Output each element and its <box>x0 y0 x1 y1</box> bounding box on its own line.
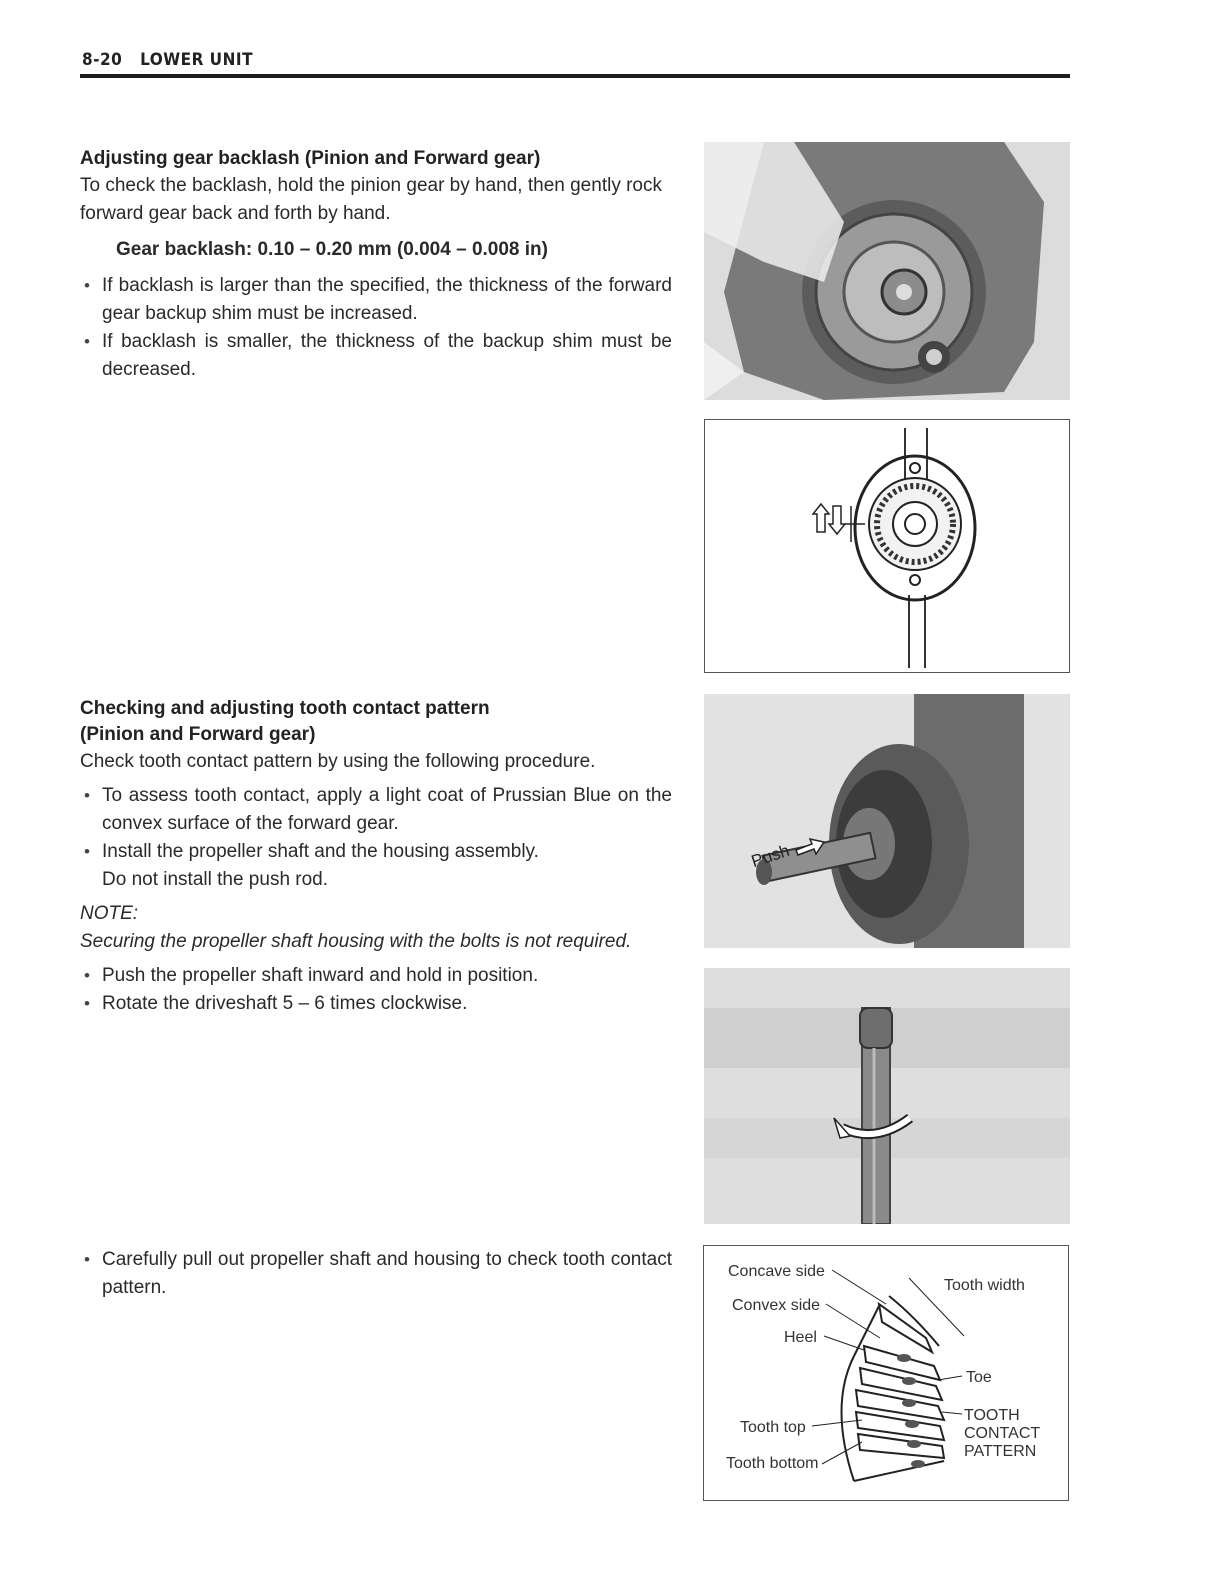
list-item: • If backlash is smaller, the thickness of the backup shim must be decreased. <box>80 328 672 384</box>
push-shaft-photo <box>704 694 1070 948</box>
contact-bullets <box>80 782 672 894</box>
backlash-spec: Gear backlash: 0.10 – 0.20 mm (0.004 – 0.008 in) <box>116 239 548 260</box>
backlash-intro: To check the backlash, hold the pinion gear by hand, then gently rock forward gear back and forth by hand. <box>80 175 662 224</box>
header-rule <box>80 74 1070 78</box>
list-item <box>80 838 672 894</box>
gear-housing-photo <box>704 142 1070 400</box>
concave-side-label: Concave side <box>728 1263 825 1280</box>
pattern-label-3: PATTERN <box>964 1443 1037 1460</box>
tooth-contact-diagram <box>703 1245 1069 1501</box>
contact-section <box>80 696 672 1018</box>
tooth-top-label: Tooth top <box>740 1419 806 1436</box>
list-item: • To assess tooth contact, apply a light coat of Prussian Blue on the convex surface of the forward gear. <box>80 782 672 838</box>
backlash-diagram <box>704 419 1070 673</box>
driveshaft-photo <box>704 968 1070 1224</box>
tooth-width-label: Tooth width <box>944 1277 1025 1294</box>
pattern-label-1: TOOTH <box>964 1407 1020 1424</box>
bullet-line: Do not install the push rod. <box>102 869 329 890</box>
list-item: • Carefully pull out propeller shaft and housing to check tooth contact pattern. <box>80 1246 672 1302</box>
page-number: 8-20 <box>82 50 123 70</box>
final-section <box>80 1246 672 1302</box>
final-bullets <box>80 1246 672 1302</box>
contact-title-line1: Checking and adjusting tooth contact pattern <box>80 698 490 719</box>
note-label: NOTE: <box>80 903 139 924</box>
backlash-bullets <box>80 272 672 384</box>
contact-bullets-after <box>80 962 672 1018</box>
list-item: • If backlash is larger than the specified, the thickness of the forward gear backup shim must be increased. <box>80 272 672 328</box>
heel-label: Heel <box>784 1329 817 1346</box>
list-item: • Rotate the driveshaft 5 – 6 times clockwise. <box>80 990 672 1018</box>
contact-title-line2: (Pinion and Forward gear) <box>80 724 316 745</box>
convex-side-label: Convex side <box>732 1297 821 1314</box>
backlash-section <box>80 146 672 384</box>
note-text: Securing the propeller shaft housing with the bolts is not required. <box>80 931 632 952</box>
backlash-title: Adjusting gear backlash (Pinion and Forward gear) <box>80 148 541 169</box>
contact-intro: Check tooth contact pattern by using the following procedure. <box>80 751 596 772</box>
section-title: LOWER UNIT <box>140 50 254 70</box>
toe-label: Toe <box>966 1369 992 1386</box>
tooth-bottom-label: Tooth bottom <box>726 1455 819 1472</box>
push-label: Push <box>749 840 792 872</box>
list-item: • Push the propeller shaft inward and hold in position. <box>80 962 672 990</box>
bullet-line: Install the propeller shaft and the housing assembly. <box>102 841 539 862</box>
page-header <box>82 50 265 70</box>
pattern-label-2: CONTACT <box>964 1425 1041 1442</box>
